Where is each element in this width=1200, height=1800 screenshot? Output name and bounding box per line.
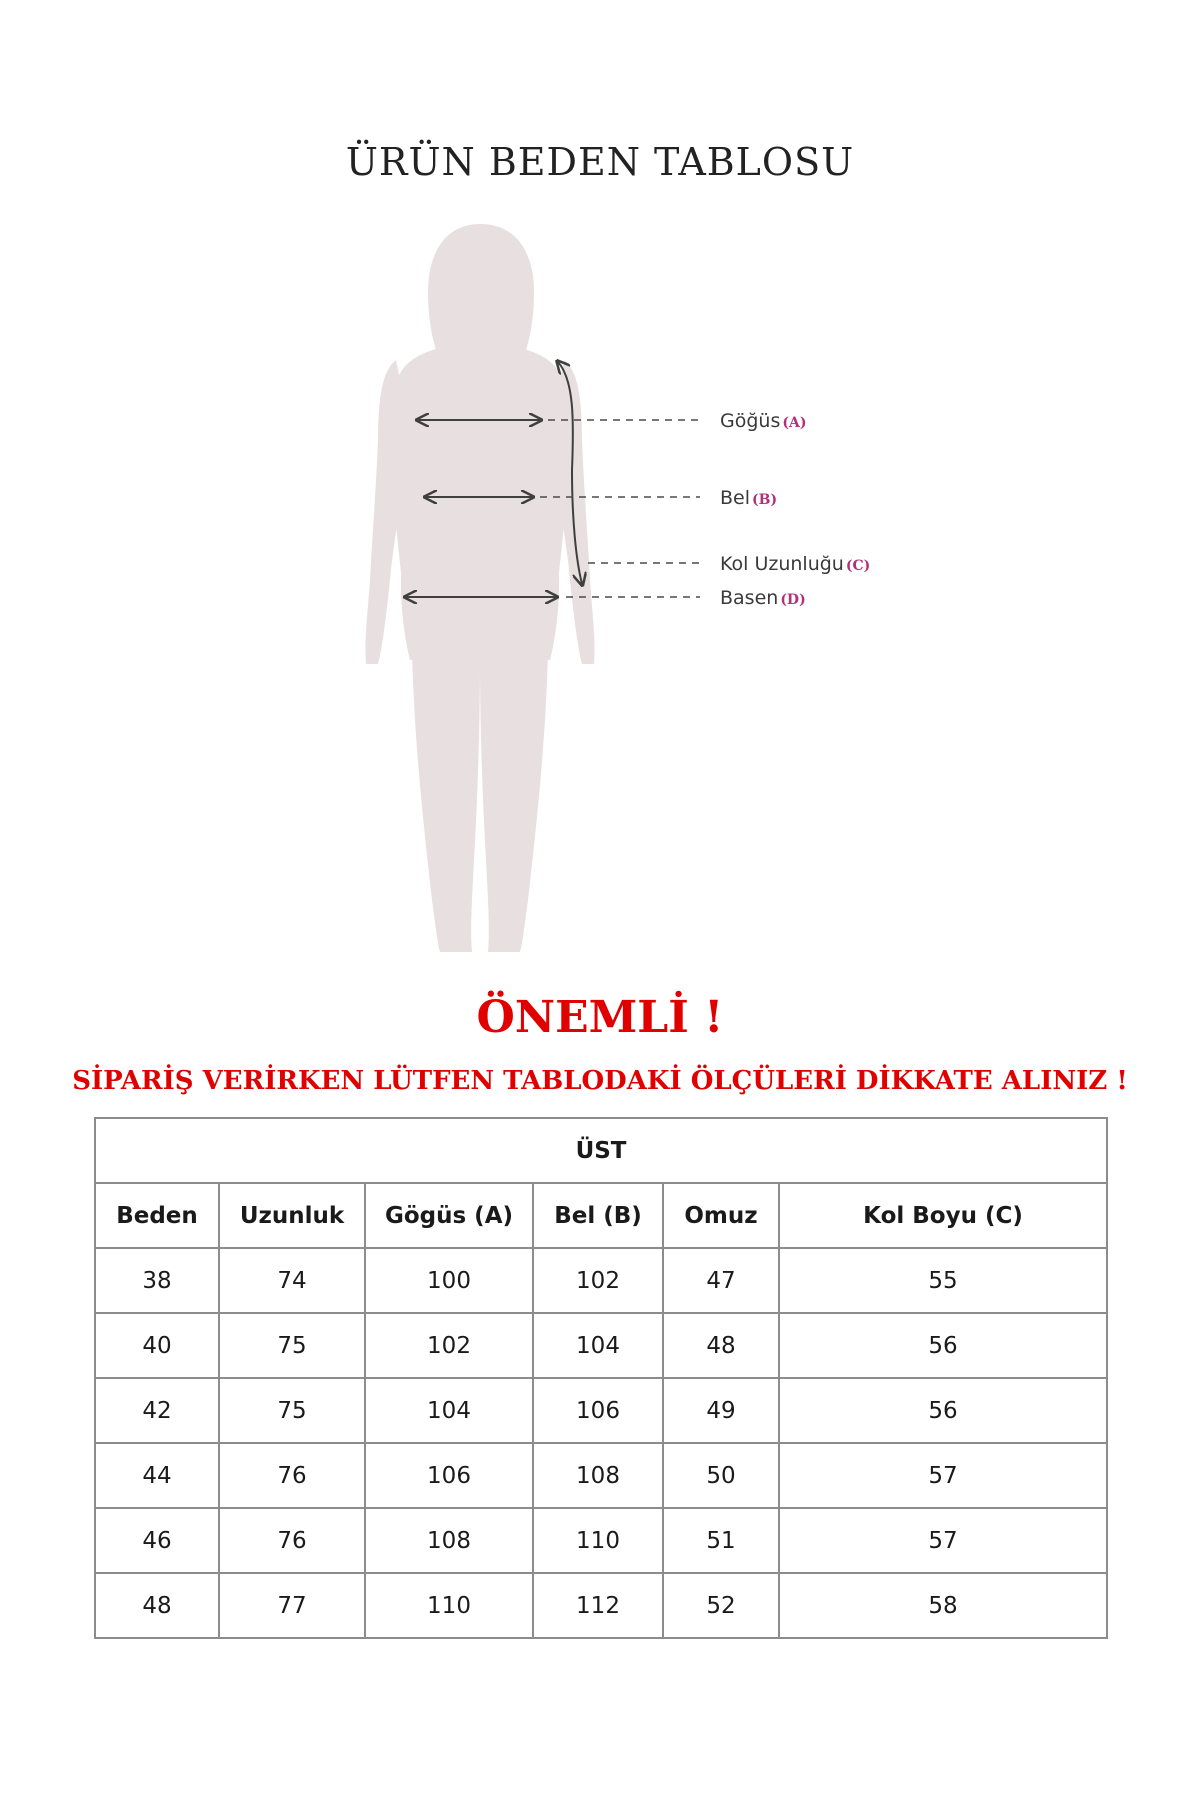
order-warning-text: SİPARİŞ VERİRKEN LÜTFEN TABLODAKİ ÖLÇÜLERİ DİKKATE ALINIZ !	[72, 1066, 1128, 1096]
table-cell: 77	[219, 1573, 365, 1638]
hip-label: Basen (D)	[720, 587, 806, 609]
table-cell: 56	[779, 1313, 1107, 1378]
table-cell: 40	[95, 1313, 219, 1378]
table-row	[95, 1378, 1107, 1443]
header-beden: Beden	[95, 1183, 219, 1248]
sleeve-label: Kol Uzunluğu (C)	[720, 553, 871, 575]
table-cell: 50	[663, 1443, 779, 1508]
table-cell: 110	[533, 1508, 663, 1573]
header-kol-boyu: Kol Boyu (C)	[779, 1183, 1107, 1248]
female-silhouette	[365, 224, 594, 952]
table-cell: 108	[533, 1443, 663, 1508]
table-row	[95, 1443, 1107, 1508]
header-uzunluk: Uzunluk	[219, 1183, 365, 1248]
silhouette-right-leg	[480, 650, 548, 952]
important-heading: ÖNEMLİ !	[476, 992, 724, 1043]
table-row	[95, 1313, 1107, 1378]
table-cell: 100	[365, 1248, 533, 1313]
table-row	[95, 1573, 1107, 1638]
table-row	[95, 1248, 1107, 1313]
table-cell: 47	[663, 1248, 779, 1313]
size-table	[94, 1117, 1108, 1639]
table-section-row	[95, 1118, 1107, 1183]
table-cell: 49	[663, 1378, 779, 1443]
waist-label: Bel (B)	[720, 487, 778, 509]
table-section-title: ÜST	[95, 1118, 1107, 1183]
table-cell: 75	[219, 1313, 365, 1378]
table-cell: 106	[533, 1378, 663, 1443]
measurement-labels	[720, 410, 870, 609]
table-cell: 102	[365, 1313, 533, 1378]
table-cell: 102	[533, 1248, 663, 1313]
table-cell: 38	[95, 1248, 219, 1313]
header-omuz: Omuz	[663, 1183, 779, 1248]
table-cell: 56	[779, 1378, 1107, 1443]
table-row	[95, 1508, 1107, 1573]
table-cell: 46	[95, 1508, 219, 1573]
header-gogus: Gögüs (A)	[365, 1183, 533, 1248]
table-cell: 112	[533, 1573, 663, 1638]
silhouette-left-leg	[412, 650, 480, 952]
table-cell: 58	[779, 1573, 1107, 1638]
table-cell: 52	[663, 1573, 779, 1638]
table-cell: 48	[663, 1313, 779, 1378]
table-cell: 74	[219, 1248, 365, 1313]
table-cell: 76	[219, 1508, 365, 1573]
table-cell: 48	[95, 1573, 219, 1638]
table-cell: 106	[365, 1443, 533, 1508]
table-cell: 75	[219, 1378, 365, 1443]
table-cell: 108	[365, 1508, 533, 1573]
chest-label: Göğüs (A)	[720, 410, 807, 432]
table-cell: 42	[95, 1378, 219, 1443]
silhouette-hips	[401, 520, 559, 660]
table-cell: 104	[365, 1378, 533, 1443]
header-bel: Bel (B)	[533, 1183, 663, 1248]
table-cell: 55	[779, 1248, 1107, 1313]
table-cell: 110	[365, 1573, 533, 1638]
table-cell: 51	[663, 1508, 779, 1573]
table-header-row	[95, 1183, 1107, 1248]
table-cell: 76	[219, 1443, 365, 1508]
table-cell: 104	[533, 1313, 663, 1378]
table-cell: 57	[779, 1508, 1107, 1573]
table-cell: 57	[779, 1443, 1107, 1508]
page-title: ÜRÜN BEDEN TABLOSU	[345, 140, 855, 184]
table-cell: 44	[95, 1443, 219, 1508]
